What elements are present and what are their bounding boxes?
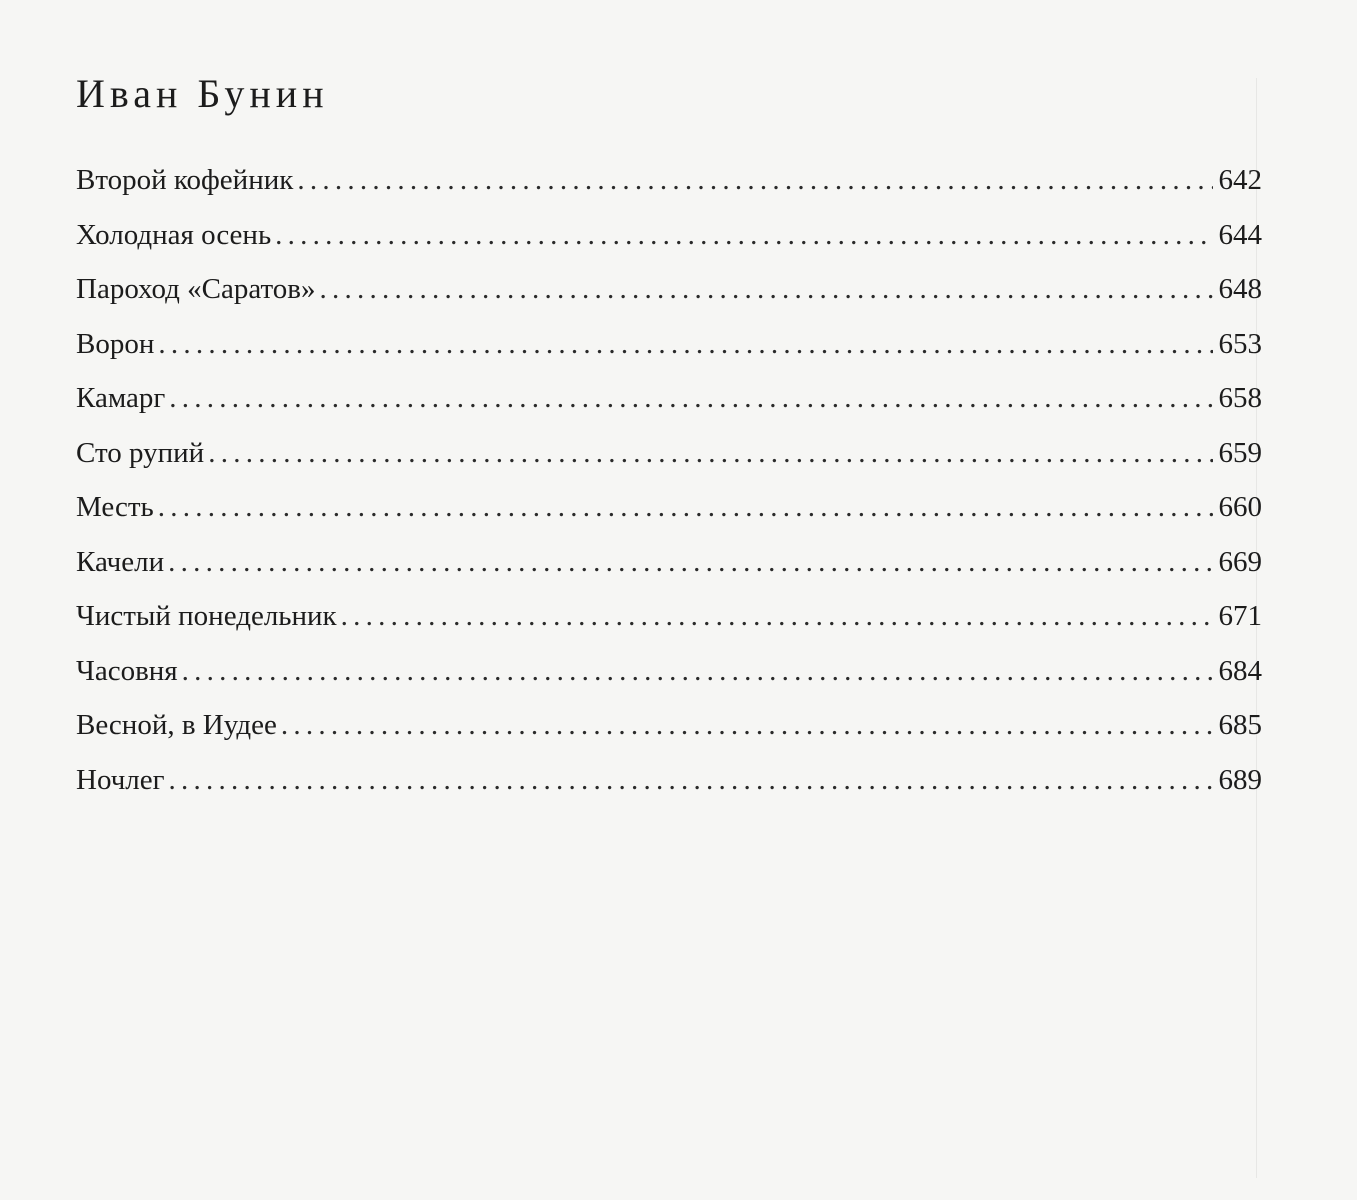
toc-entry <box>76 382 1262 437</box>
toc-entry-page: 685 <box>1218 709 1262 741</box>
toc-entry-page: 689 <box>1218 763 1262 796</box>
toc-entry-title: Месть <box>76 491 154 523</box>
toc-entry <box>76 219 1262 274</box>
toc-entry-title: Ночлег <box>76 763 165 796</box>
toc-entry-title: Пароход «Саратов» <box>76 273 316 305</box>
toc-entry-title: Весной, в Иудее <box>76 709 277 741</box>
toc-entry <box>76 437 1262 492</box>
toc-entry-page: 669 <box>1218 545 1262 578</box>
toc-entry <box>76 491 1262 546</box>
toc-entry-page: 648 <box>1218 273 1262 305</box>
table-of-contents <box>76 164 1262 818</box>
author-heading: Иван Бунин <box>76 71 329 116</box>
dot-leader <box>281 709 1213 742</box>
dot-leader <box>341 600 1213 633</box>
toc-entry-page: 659 <box>1218 436 1262 469</box>
dot-leader <box>275 219 1212 252</box>
dot-leader <box>297 164 1212 197</box>
toc-entry <box>76 764 1262 819</box>
toc-entry-title: Камарг <box>76 382 166 414</box>
dot-leader <box>169 382 1212 415</box>
toc-entry-page: 653 <box>1218 327 1262 360</box>
dot-leader <box>169 764 1213 797</box>
toc-entry <box>76 546 1262 601</box>
dot-leader <box>208 437 1212 470</box>
toc-entry <box>76 655 1262 710</box>
dot-leader <box>158 328 1212 361</box>
toc-entry-title: Ворон <box>76 327 155 360</box>
toc-entry-title: Холодная осень <box>76 218 272 251</box>
toc-entry <box>76 164 1262 219</box>
toc-entry-title: Чистый понедельник <box>76 600 337 632</box>
dot-leader <box>319 273 1212 306</box>
dot-leader <box>182 655 1213 688</box>
dot-leader <box>168 546 1212 579</box>
toc-entry-page: 642 <box>1218 164 1262 196</box>
toc-entry-page: 671 <box>1218 600 1262 632</box>
dot-leader <box>158 491 1213 524</box>
toc-entry-page: 684 <box>1218 654 1262 687</box>
toc-entry-title: Часовня <box>76 654 178 687</box>
toc-entry-page: 660 <box>1218 491 1262 523</box>
toc-entry <box>76 600 1262 655</box>
toc-entry-title: Качели <box>76 545 165 578</box>
toc-entry <box>76 328 1262 383</box>
toc-entry-title: Сто рупий <box>76 436 205 469</box>
toc-entry-page: 644 <box>1218 218 1262 251</box>
toc-entry-page: 658 <box>1218 382 1262 414</box>
toc-entry-title: Второй кофейник <box>76 164 294 196</box>
toc-entry <box>76 709 1262 764</box>
toc-entry <box>76 273 1262 328</box>
